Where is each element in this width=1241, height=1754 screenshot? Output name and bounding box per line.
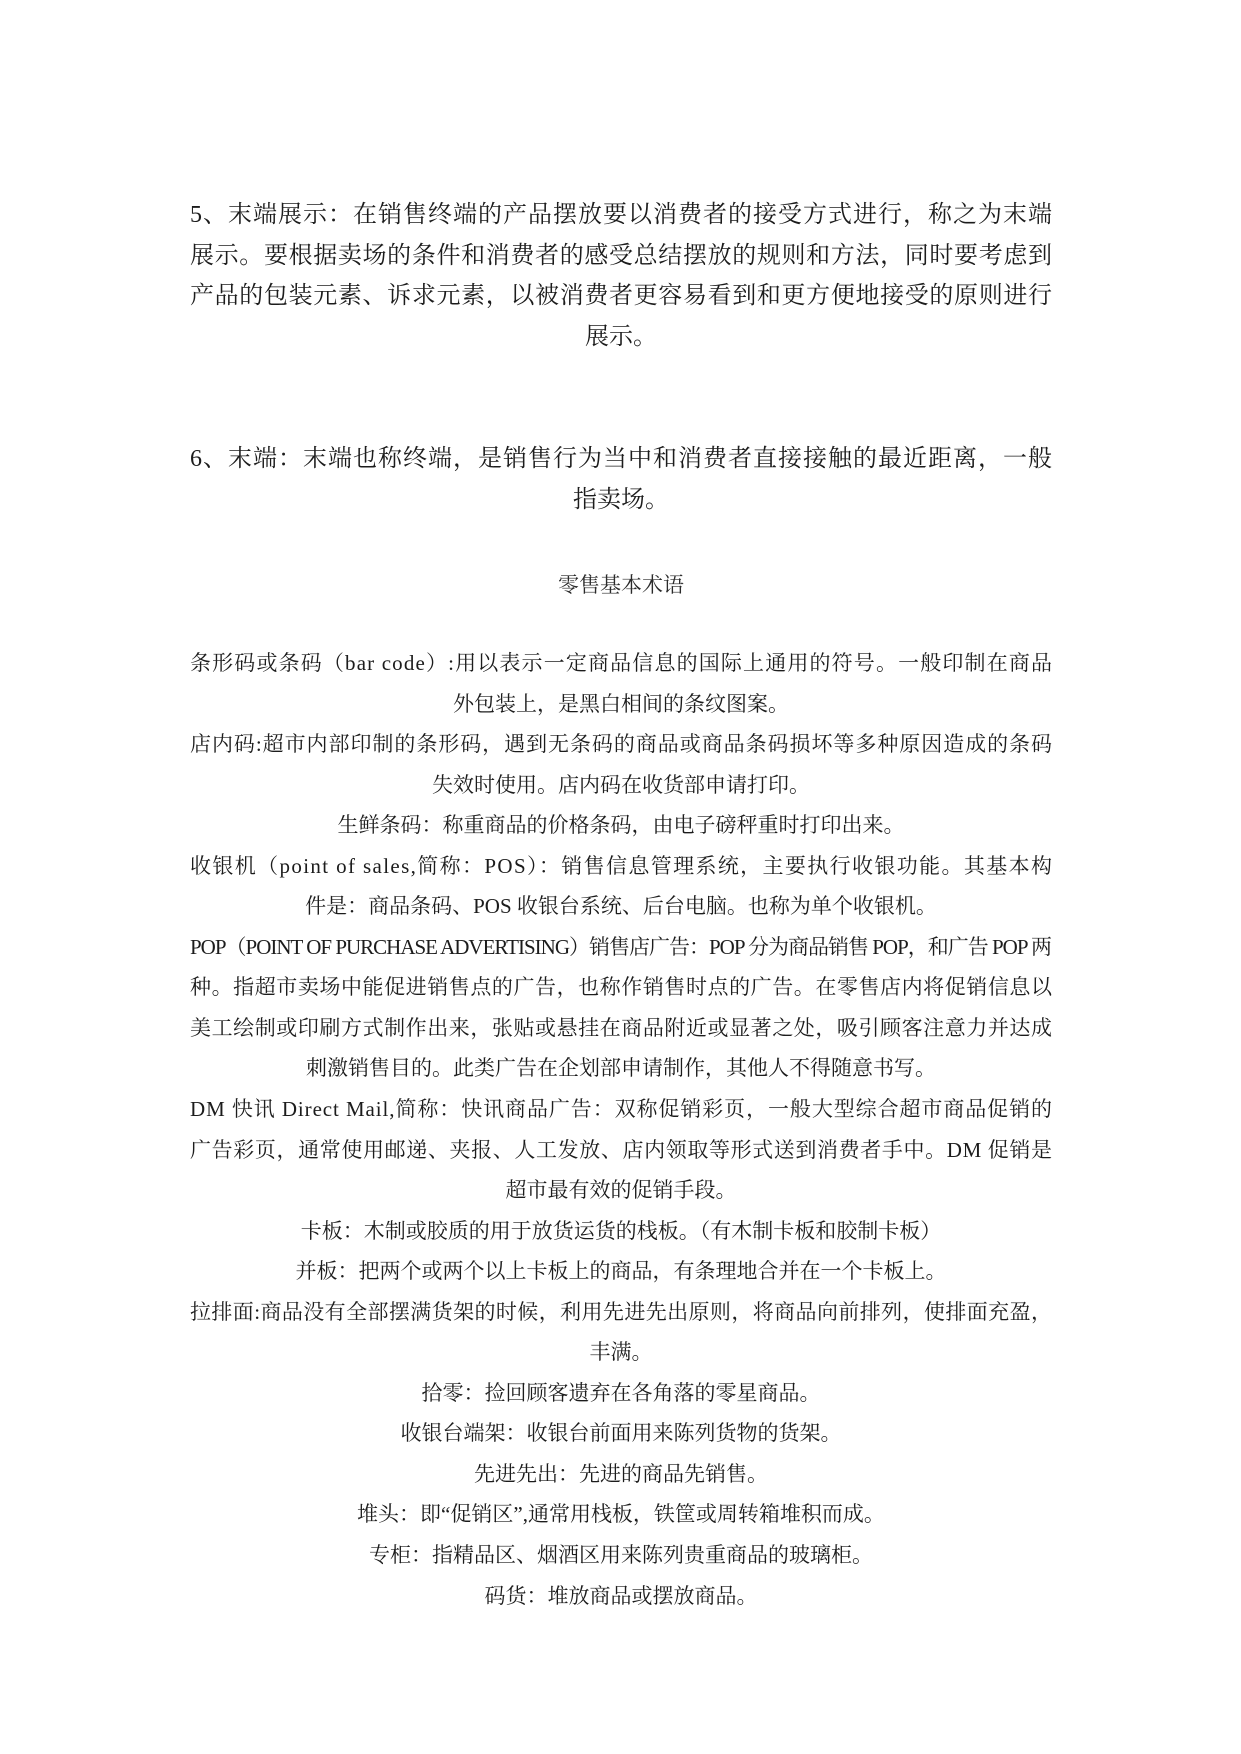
glossary-line: 美工绘制或印刷方式制作出来，张贴或悬挂在商品附近或显著之处，吸引顾客注意力并达成 [190,1015,1053,1040]
glossary-entry [190,1089,1052,1211]
glossary-line: 专柜：指精品区、烟酒区用来陈列贵重商品的玻璃柜。 [369,1543,873,1568]
paragraph-line: 产品的包装元素、诉求元素，以被消费者更容易看到和更方便地接受的原则进行 [190,283,1053,309]
glossary-entry [190,927,1052,1089]
paragraph-line: 展示。 [585,323,657,350]
glossary-entry [190,1576,1052,1617]
glossary-line: 丰满。 [589,1340,653,1365]
paragraph-line: 5、末端展示：在销售终端的产品摆放要以消费者的接受方式进行，称之为末端 [190,202,1053,228]
glossary-line: 先进先出：先进的商品先销售。 [474,1461,768,1486]
glossary-line: 收银台端架：收银台前面用来陈列货物的货架。 [400,1421,842,1446]
glossary-entry [190,1211,1052,1252]
glossary-list [190,643,1052,1616]
glossary-line: 卡板：木制或胶质的用于放货运货的栈板。（有木制卡板和胶制卡板） [300,1218,942,1243]
glossary-line: 生鲜条码：称重商品的价格条码，由电子磅秤重时打印出来。 [337,813,905,838]
glossary-entry [190,1251,1052,1292]
glossary-line: 码货：堆放商品或摆放商品。 [484,1583,758,1608]
section-heading: 零售基本术语 [558,573,684,597]
glossary-line: 堆头：即“促销区”,通常用栈板，铁筐或周转箱堆积而成。 [357,1502,885,1527]
glossary-line: 拾零：捡回顾客遗弃在各角落的零星商品。 [421,1380,821,1405]
glossary-entry [190,643,1052,724]
paragraph-line: 6、末端：末端也称终端，是销售行为当中和消费者直接接触的最近距离，一般 [190,446,1053,472]
glossary-entry [190,1413,1052,1454]
glossary-line: 刺激销售目的。此类广告在企划部申请制作，其他人不得随意书写。 [306,1056,936,1081]
glossary-line: 店内码:超市内部印制的条形码，遇到无条码的商品或商品条码损坏等多种原因造成的条码 [190,732,1053,757]
glossary-line: 拉排面:商品没有全部摆满货架的时候，利用先进先出原则，将商品向前排列，使排面充盈， [190,1299,1053,1324]
glossary-line: 条形码或条码（bar code）:用以表示一定商品信息的国际上通用的符号。一般印制在商品 [190,651,1054,675]
glossary-line: 外包装上，是黑白相间的条纹图案。 [453,691,789,716]
glossary-line: DM 快讯 Direct Mail,简称：快讯商品广告：双称促销彩页，一般大型综合超市商品促销的 [190,1097,1053,1122]
glossary-line: 收银机（point of sales,简称：POS）：销售信息管理系统，主要执行收银功能。其基本构 [190,853,1054,878]
paragraph-5 [190,195,1052,357]
glossary-entry [190,846,1052,927]
glossary-entry [190,1454,1052,1495]
paragraph-6 [190,439,1052,520]
glossary-entry [190,1494,1052,1535]
paragraph-line: 指卖场。 [573,486,669,513]
glossary-entry [190,724,1052,805]
glossary-entry [190,1292,1052,1373]
glossary-line: 失效时使用。店内码在收货部申请打印。 [432,772,810,797]
glossary-line: 种。指超市卖场中能促进销售点的广告，也称作销售时点的广告。在零售店内将促销信息以 [190,975,1053,1000]
glossary-entry [190,805,1052,846]
glossary-line: 广告彩页，通常使用邮递、夹报、人工发放、店内领取等形式送到消费者手中。DM 促销是 [190,1137,1053,1162]
glossary-entry [190,1535,1052,1576]
paragraph-line: 展示。要根据卖场的条件和消费者的感受总结摆放的规则和方法，同时要考虑到 [190,242,1053,269]
glossary-line: 并板：把两个或两个以上卡板上的商品，有条理地合并在一个卡板上。 [295,1259,947,1284]
glossary-line: POP（POINT OF PURCHASE ADVERTISING）销售店广告：POP 分为商品销售 POP，和广告 POP 两 [190,934,1051,959]
glossary-line: 超市最有效的促销手段。 [505,1178,737,1203]
glossary-line: 件是：商品条码、POS 收银台系统、后台电脑。也称为单个收银机。 [305,894,937,919]
glossary-entry [190,1373,1052,1414]
